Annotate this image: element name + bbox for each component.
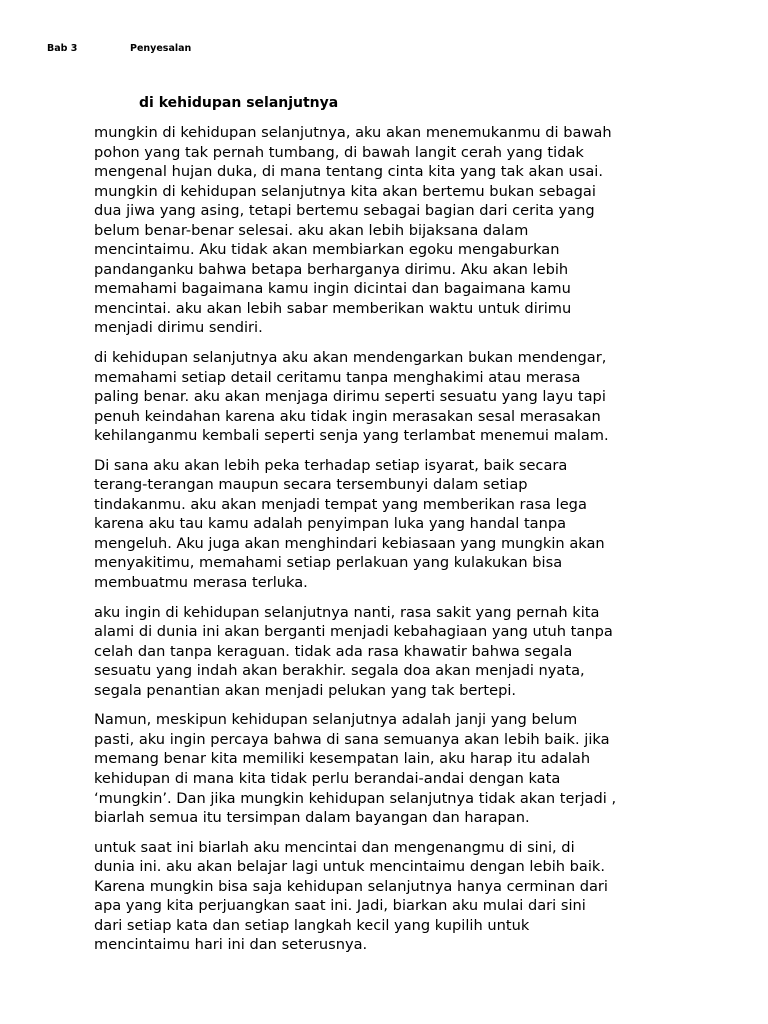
text-line: Karena mungkin bisa saja kehidupan selanjutnya hanya cerminan dari [94, 877, 608, 895]
text-line: memahami bagaimana kamu ingin dicintai dan bagaimana kamu [94, 280, 571, 298]
text-line: tindakanmu. aku akan menjadi tempat yang memberikan rasa lega [94, 495, 587, 513]
paragraph [94, 603, 674, 701]
text-line: biarlah semua itu tersimpan dalam bayangan dan harapan. [94, 809, 530, 827]
text-line: belum benar-benar selesai. aku akan lebih bijaksana dalam [94, 221, 529, 239]
text-line: aku ingin di kehidupan selanjutnya nanti, rasa sakit yang pernah kita [94, 603, 600, 621]
text-line: pandanganku bahwa betapa berharganya dirimu. Aku akan lebih [94, 260, 569, 278]
text-line: sesuatu yang indah akan berakhir. segala doa akan menjadi nyata, [94, 662, 585, 680]
text-line: mencintai. aku akan lebih sabar memberikan waktu untuk dirimu [94, 299, 572, 317]
paragraph [94, 838, 674, 955]
paragraph [94, 456, 674, 593]
text-line: mencintaimu. Aku tidak akan membiarkan egoku mengaburkan [94, 241, 560, 259]
section-title: di kehidupan selanjutnya [139, 95, 339, 111]
text-line: paling benar. aku akan menjaga dirimu seperti sesuatu yang layu tapi [94, 388, 606, 406]
paragraph [94, 348, 674, 446]
text-line: penuh keindahan karena aku tidak ingin merasakan sesal merasakan [94, 407, 601, 425]
text-line: dari setiap kata dan setiap langkah kecil yang kupilih untuk [94, 916, 530, 934]
text-line: mengeluh. Aku juga akan menghindari kebiasaan yang mungkin akan [94, 534, 605, 552]
text-line: pasti, aku ingin percaya bahwa di sana semuanya akan lebih baik. jika [94, 730, 610, 748]
paragraph [94, 710, 674, 827]
text-line: alami di dunia ini akan berganti menjadi kebahagiaan yang utuh tanpa [94, 623, 613, 641]
text-line: kehidupan di mana kita tidak perlu berandai-andai dengan kata [94, 769, 561, 787]
text-line: menyakitimu, memahami setiap perlakuan yang kulakukan bisa [94, 554, 563, 572]
text-line: dua jiwa yang asing, tetapi bertemu sebagai bagian dari cerita yang [94, 202, 595, 220]
text-line: mengenal hujan duka, di mana tentang cinta kita yang tak akan usai. [94, 163, 603, 181]
text-line: pohon yang tak pernah tumbang, di bawah langit cerah yang tidak [94, 143, 584, 161]
text-line: ‘mungkin’. Dan jika mungkin kehidupan selanjutnya tidak akan terjadi , [94, 789, 617, 807]
body-text [94, 123, 674, 965]
chapter-number: Bab 3 [47, 43, 78, 54]
text-line: celah dan tanpa keraguan. tidak ada rasa khawatir bahwa segala [94, 642, 573, 660]
text-line: Di sana aku akan lebih peka terhadap setiap isyarat, baik secara [94, 456, 568, 474]
text-line: memang benar kita memiliki kesempatan lain, aku harap itu adalah [94, 750, 591, 768]
page-header [0, 43, 768, 57]
text-line: mungkin di kehidupan selanjutnya, aku akan menemukanmu di bawah [94, 124, 612, 141]
text-line: kehilanganmu kembali seperti senja yang terlambat menemui malam. [94, 427, 609, 445]
text-line: karena aku tau kamu adalah penyimpan luka yang handal tanpa [94, 515, 567, 533]
text-line: segala penantian akan menjadi pelukan yang tak bertepi. [94, 681, 517, 699]
text-line: mencintaimu hari ini dan seterusnya. [94, 936, 368, 954]
text-line: dunia ini. aku akan belajar lagi untuk mencintaimu dengan lebih baik. [94, 858, 606, 876]
paragraph [94, 123, 674, 338]
text-line: menjadi dirimu sendiri. [94, 319, 263, 337]
chapter-title: Penyesalan [130, 43, 192, 54]
text-line: mungkin di kehidupan selanjutnya kita akan bertemu bukan sebagai [94, 182, 596, 200]
text-line: di kehidupan selanjutnya aku akan mendengarkan bukan mendengar, [94, 349, 607, 367]
text-line: untuk saat ini biarlah aku mencintai dan mengenangmu di sini, di [94, 838, 575, 856]
text-line: apa yang kita perjuangkan saat ini. Jadi, biarkan aku mulai dari sini [94, 897, 586, 915]
text-line: memahami setiap detail ceritamu tanpa menghakimi atau merasa [94, 368, 581, 386]
text-line: membuatmu merasa terluka. [94, 574, 308, 592]
text-line: Namun, meskipun kehidupan selanjutnya adalah janji yang belum [94, 711, 578, 729]
text-line: terang-terangan maupun secara tersembunyi dalam setiap [94, 476, 528, 494]
